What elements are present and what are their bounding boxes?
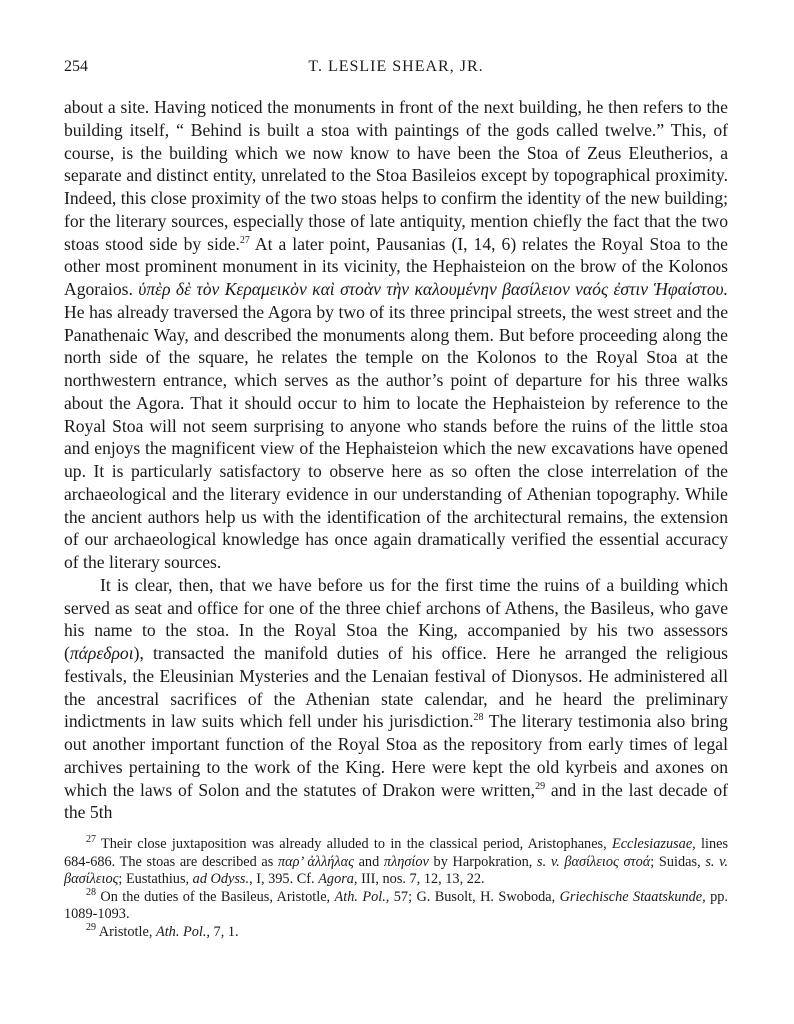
footnote-text: Aristotle,: [96, 923, 156, 940]
footnote-28: [64, 889, 728, 924]
footnote-title: Agora,: [318, 871, 358, 888]
footnote-number: 27: [86, 834, 96, 846]
footnote-title: ad Odyss.: [192, 871, 250, 888]
footnote-text: On the duties of the Basileus, Aristotle,: [96, 888, 335, 905]
p2-text-b: ), transacted the manifold duties of his office. Here he arranged the religious festivals, the Eleusinian Mysteries and the Lenaian festival of Dionysos. He administered all the ancestral sacrifices of the Athenian state calendar, and he heard the preliminary indictments in law suits which fell under his jurisdiction.: [64, 643, 728, 732]
greek-term: πάρεδροι: [69, 643, 134, 663]
footnote-text: lines 684-686. The stoas are described as: [64, 836, 729, 870]
footnote-ref-28: 28: [473, 712, 484, 724]
footnote-title: Ecclesiazusae,: [611, 836, 696, 852]
footnote-title: Ath. Pol.,: [155, 923, 210, 940]
footnote-29: [64, 924, 728, 942]
footnote-27: [64, 836, 728, 889]
footnotes: [64, 836, 728, 942]
p2-text-a: It is clear, then, that we have before us for the first time the ruins of a building which served as seat and office for one of the three chief archons of Athens, the Basileus, who gave his name to the stoa. In the Royal Stoa the King, accompanied by his two assessors (: [64, 574, 728, 663]
footnote-abbrev: s. v.: [705, 853, 729, 870]
footnote-text: , I, 395. Cf.: [249, 871, 319, 888]
footnote-title: Ath. Pol.,: [334, 888, 390, 905]
p2-text-c: The literary testimonia also bring out another important function of the Royal Stoa as the repository from early times of legal archives pertaining to the work of the King. Here were kept the old kyrbeis and axones on which the laws of Solon and the statutes of Drakon were written,: [64, 711, 728, 800]
footnote-text: III, nos. 7, 12, 13, 22.: [357, 871, 485, 888]
footnote-number: 28: [86, 887, 96, 899]
body-text: [64, 96, 728, 824]
footnote-text: and: [353, 853, 384, 870]
page-header: [64, 58, 728, 86]
paragraph-2: [64, 574, 728, 824]
footnote-text: 57; G. Busolt, H. Swoboda,: [389, 888, 560, 905]
p1-text-c: He has already traversed the Agora by two of its three principal streets, the west street and the Panathenaic Way, and described the monuments along them. But before proceeding along the north side of the square, he relates the temple on the Kolonos to the Royal Stoa at the northwestern entrance, which serves as the author’s point of departure for his three walks about the Agora. That it should occur to him to locate the Hephaisteion by reference to the Royal Stoa will not seem surprising to anyone who stands before the ruins of the little stoa and enjoys the magnificent view of the Hephaisteion which the new excavations have opened up. It is particularly satisfactory to observe here as so often the close interrelation of the archaeological and the literary evidence in our understanding of Athenian topography. While the ancient authors help us with the identification of the architectural remains, the extension of our archaeological knowledge has once again dramatically verified the essential accuracy of the literary sources.: [64, 301, 728, 572]
footnote-text: 7, 1.: [209, 923, 239, 940]
footnote-text: Their close juxtaposition was already alluded to in the classical period, Aristophanes,: [96, 836, 612, 852]
footnote-ref-29: 29: [535, 780, 546, 792]
footnote-title: Griechische Staatskunde,: [559, 888, 706, 905]
footnote-text: ; Suidas,: [650, 853, 706, 870]
footnote-number: 29: [86, 922, 96, 934]
greek-quotation: ὑπὲρ δὲ τὸν Κεραμεικὸν καὶ στοὰν τὴν καλουμένην βασίλειον ναός ἐστιν Ἡφαίστου.: [138, 279, 728, 299]
footnote-greek: πλησίον: [383, 853, 429, 870]
page-number: 254: [64, 58, 88, 75]
p1-text-b: At a later point, Pausanias (I, 14, 6) relates the Royal Stoa to the other most prominent monument in its vicinity, the Hephaisteion on the brow of the Kolonos Agoraios.: [64, 233, 728, 299]
footnote-greek: βασίλειος: [64, 871, 119, 888]
footnote-ref-27: 27: [239, 234, 250, 246]
running-head: T. LESLIE SHEAR, JR.: [308, 58, 484, 75]
paragraph-1: [64, 96, 728, 574]
footnote-text: ; Eustathius,: [118, 871, 193, 888]
p2-text-d: and in the last decade of the 5th: [64, 779, 728, 823]
p1-text-a: about a site. Having noticed the monuments in front of the next building, he then refers to the building itself, “ Behind is built a stoa with paintings of the gods called twelve.” This, of course, is the building which we now know to have been the Stoa of Zeus Eleutherios, a separate and distinct entity, unrelated to the Stoa Basileios except by topographical proximity. Indeed, this close proximity of the two stoas helps to confirm the identity of the new building; for the literary sources, especially those of late antiquity, mention chiefly the fact that the two stoas stood side by side.: [64, 97, 728, 254]
footnote-text: pp. 1089-1093.: [64, 888, 728, 923]
footnote-greek: βασίλειος στοά: [559, 853, 651, 870]
footnote-abbrev: s. v.: [537, 853, 560, 870]
footnote-greek: παρ’ ἀλλήλας: [278, 853, 354, 870]
page: [64, 58, 728, 942]
footnote-text: by Harpokration,: [428, 853, 538, 870]
